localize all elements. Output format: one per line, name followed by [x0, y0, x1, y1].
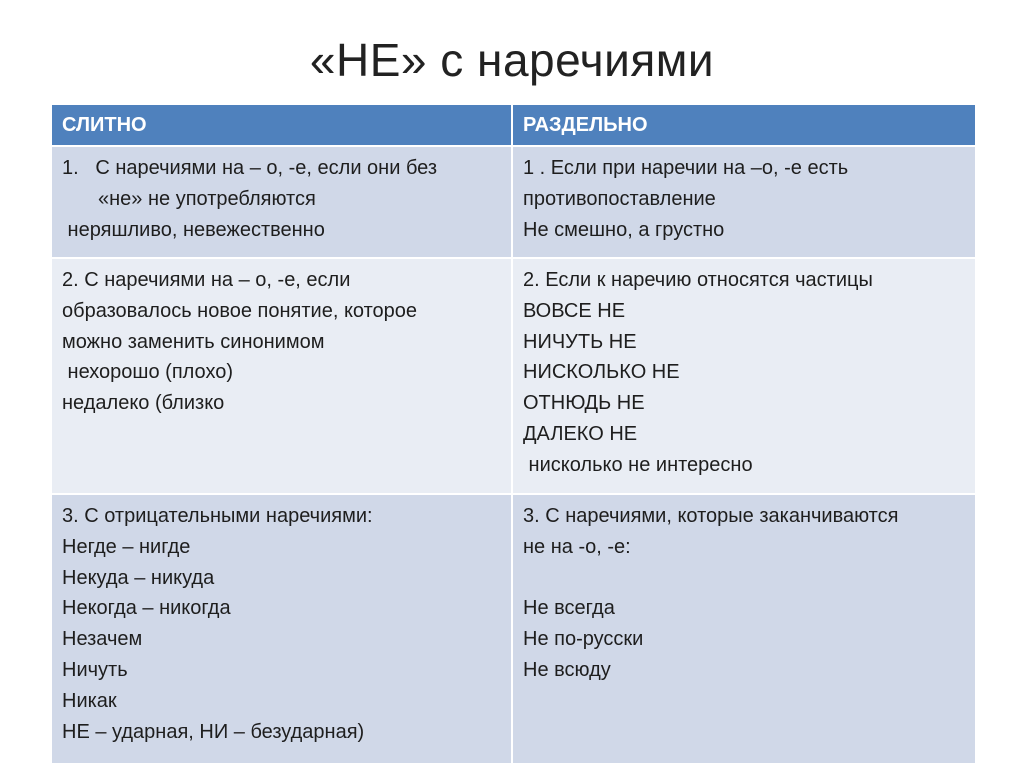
cell-line: Не по-русски	[523, 628, 644, 651]
cell-line: Не всюду	[523, 658, 611, 681]
blank-line	[523, 563, 965, 594]
cell-line: Ничуть	[62, 658, 128, 681]
cell-line: Не смешно, а грустно	[523, 218, 725, 241]
cell-line: 1. С наречиями на – о, -е, если они без	[62, 157, 438, 179]
table-row	[51, 146, 976, 258]
cell-line: ОТНЮДЬ НЕ	[523, 392, 645, 415]
cell-line: не на -о, -е:	[523, 535, 631, 558]
cell-line: НИСКОЛЬКО НЕ	[523, 361, 680, 384]
cell-line: образовалось новое понятие, которое	[62, 299, 418, 322]
cell-line: 2. С наречиями на – о, -е, если	[62, 269, 351, 291]
cell-line: противопоставление	[523, 187, 716, 210]
header-cell-solid: СЛИТНО	[51, 104, 512, 146]
table-row	[51, 494, 976, 764]
cell-line: НИЧУТЬ НЕ	[523, 330, 637, 353]
cell-line: неряшливо, невежественно	[62, 218, 325, 241]
rule-cell-separate	[512, 494, 976, 764]
cell-line: 3. С наречиями, которые заканчиваются	[523, 505, 899, 527]
cell-line: Некуда – никуда	[62, 566, 215, 589]
cell-line: 3. С отрицательными наречиями:	[62, 505, 373, 527]
cell-line: ВОВСЕ НЕ	[523, 299, 626, 322]
cell-line: нисколько не интересно	[523, 453, 753, 476]
rule-cell-solid	[51, 258, 512, 494]
cell-line: НЕ – ударная, НИ – безударная)	[62, 720, 365, 743]
cell-line: Не всегда	[523, 597, 615, 620]
header-row	[51, 104, 976, 146]
rule-cell-separate	[512, 258, 976, 494]
rules-table	[50, 103, 977, 765]
cell-line: ДАЛЕКО НЕ	[523, 422, 638, 445]
cell-line: 2. Если к наречию относятся частицы	[523, 269, 873, 291]
header-cell-separate: РАЗДЕЛЬНО	[512, 104, 976, 146]
rule-cell-solid	[51, 146, 512, 258]
cell-line: Некогда – никогда	[62, 597, 231, 620]
cell-line: Негде – нигде	[62, 535, 191, 558]
slide-title: «НЕ» с наречиями	[309, 34, 715, 86]
cell-line: нехорошо (плохо)	[62, 361, 233, 384]
rule-cell-separate	[512, 146, 976, 258]
cell-line: Никак	[62, 689, 117, 712]
cell-line: 1 . Если при наречии на –о, -е есть	[523, 157, 849, 179]
cell-line: Незачем	[62, 628, 143, 651]
table-row	[51, 258, 976, 494]
cell-line: недалеко (близко	[62, 392, 225, 415]
cell-line: можно заменить синонимом	[62, 330, 325, 353]
cell-line: «не» не употребляются	[98, 187, 316, 210]
rule-cell-solid	[51, 494, 512, 764]
